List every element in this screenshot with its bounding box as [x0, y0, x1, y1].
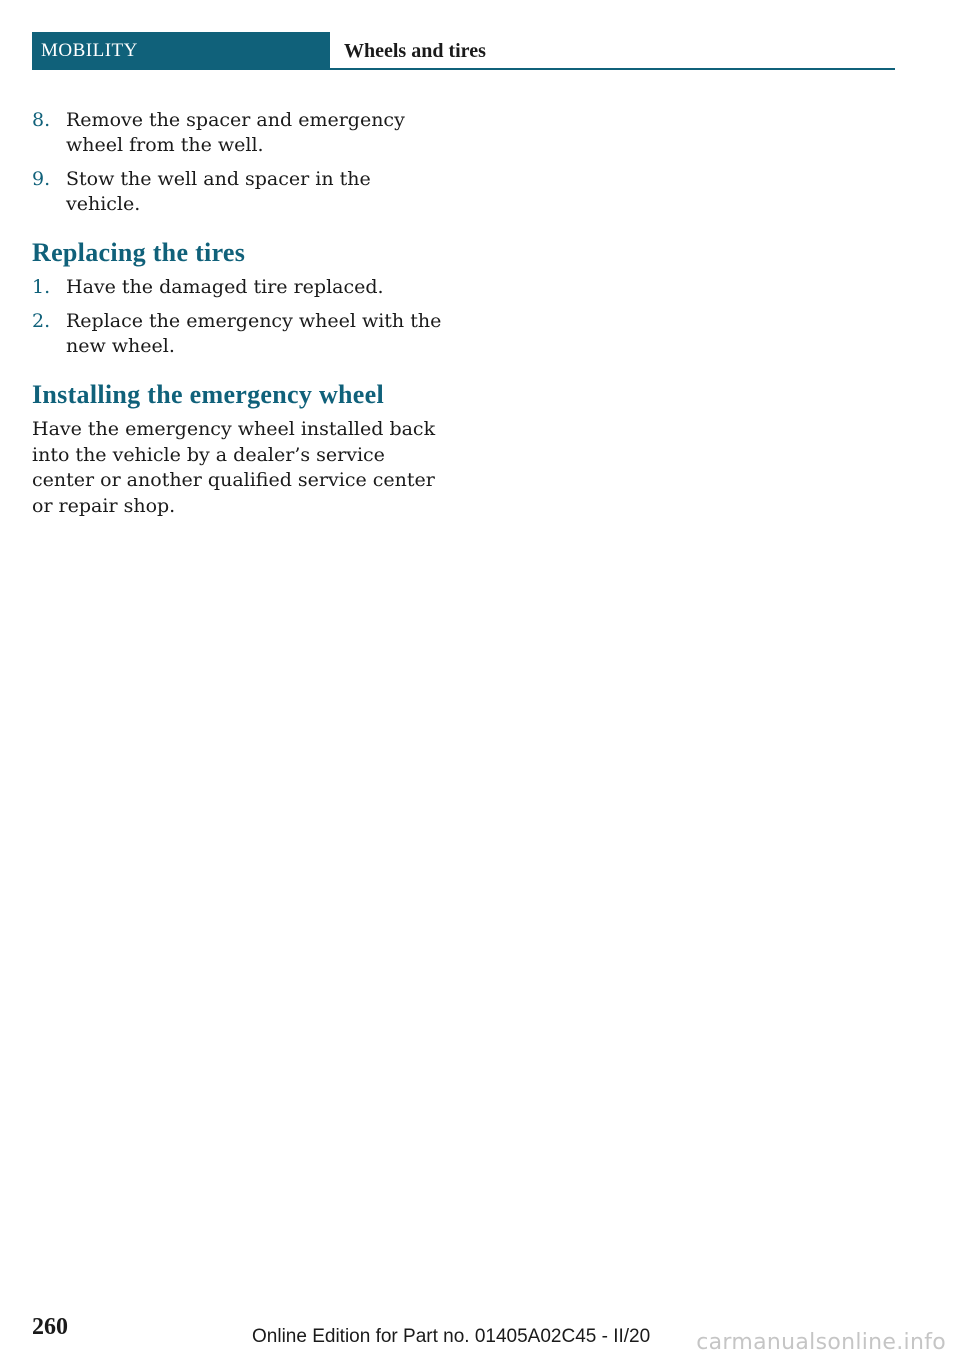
section-tab: MOBILITY — [32, 32, 330, 70]
heading-replacing-tires: Replacing the tires — [32, 238, 246, 267]
list-item — [32, 275, 446, 300]
step-text: Replace the emergency wheel with the new wheel. — [66, 310, 442, 357]
heading-installing-wheel: Installing the emergency wheel — [32, 380, 385, 409]
step-text: Stow the well and spacer in the vehicle. — [66, 168, 371, 215]
edition-note: Online Edition for Part no. 01405A02C45 - II/20 — [252, 1326, 651, 1347]
step-number: 9. — [32, 168, 51, 190]
step-text: Have the damaged tire replaced. — [66, 276, 384, 298]
step-number: 1. — [32, 276, 51, 298]
steps-continued-list — [32, 108, 446, 217]
installing-paragraph: Have the emergency wheel installed back into the vehicle by a dealer’s service center or another qualified service center or repair shop. — [32, 418, 436, 517]
main-content — [32, 108, 446, 519]
step-number: 2. — [32, 310, 51, 332]
step-text: Remove the spacer and emergency wheel from the well. — [66, 109, 405, 156]
replacing-steps-list — [32, 275, 446, 359]
step-number: 8. — [32, 109, 51, 131]
chapter-title: Wheels and tires — [344, 40, 486, 62]
page-number: 260 — [32, 1314, 68, 1340]
list-item — [32, 167, 446, 217]
list-item — [32, 309, 446, 359]
watermark: carmanualsonline.info — [696, 1330, 946, 1355]
list-item — [32, 108, 446, 158]
page-header — [32, 32, 895, 70]
